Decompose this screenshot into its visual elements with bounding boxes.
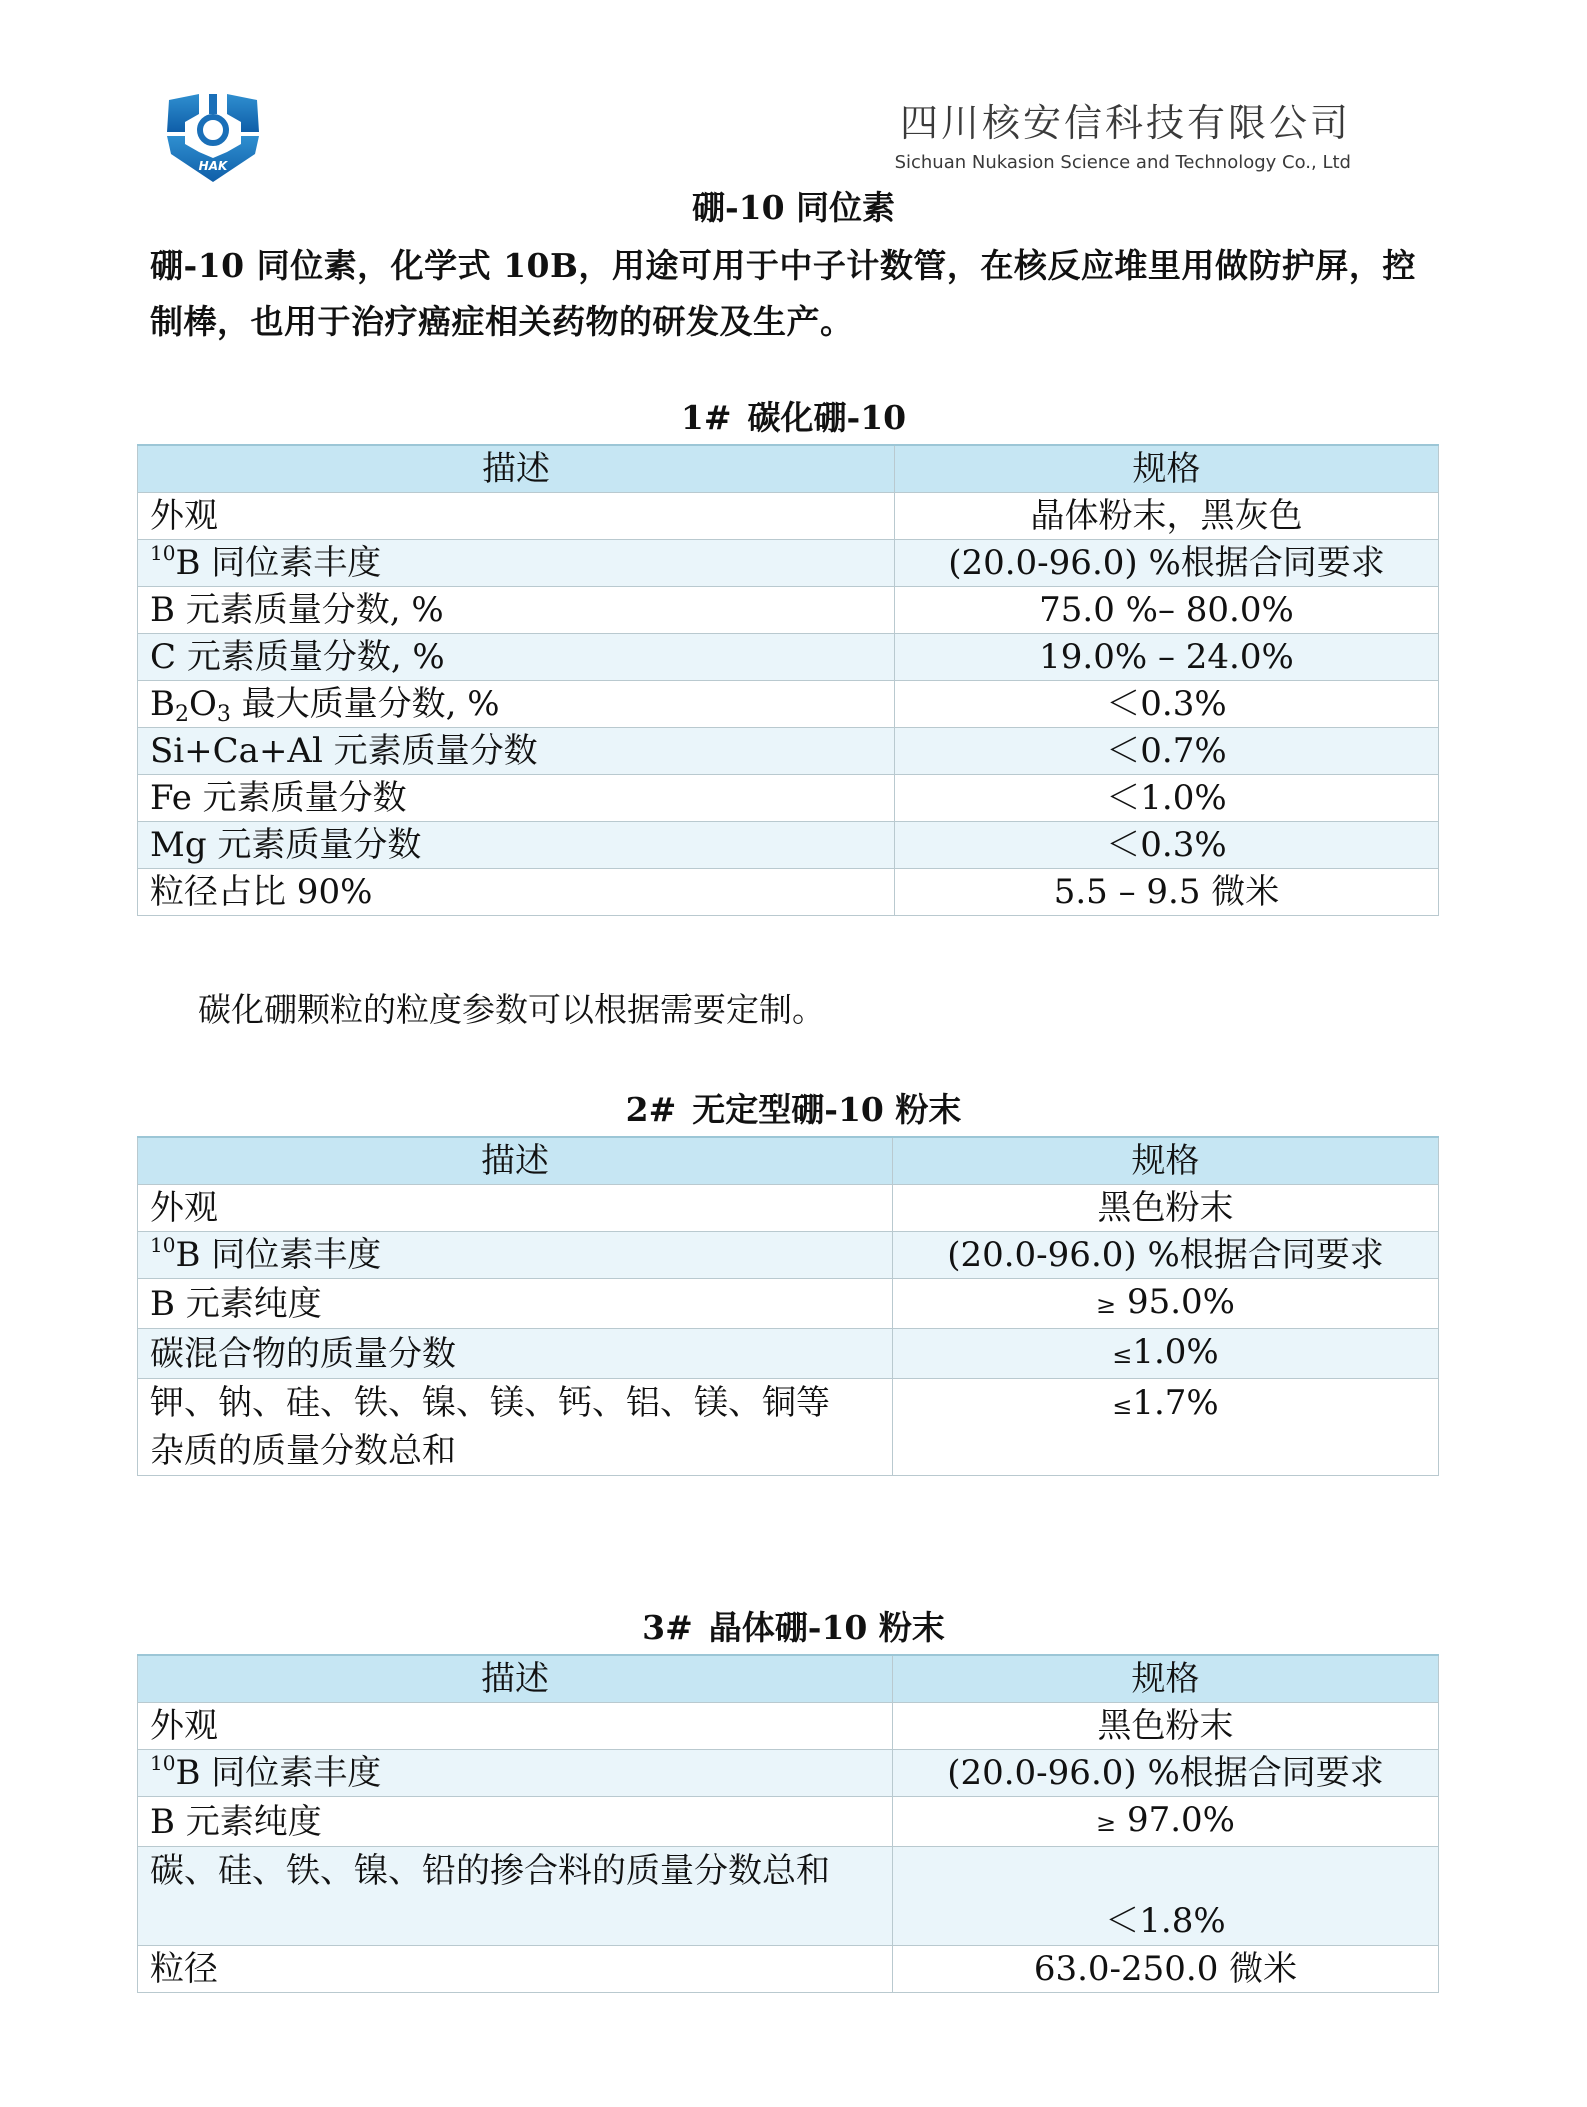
row-desc: 粒径	[138, 1946, 893, 1993]
row-desc: $^{10}$B 同位素丰度	[138, 1232, 893, 1279]
table-row	[138, 1847, 1439, 1946]
row-desc: B 元素纯度	[138, 1279, 893, 1329]
table-row	[138, 1279, 1439, 1329]
row-desc: Fe 元素质量分数	[138, 775, 895, 822]
table-row	[138, 634, 1439, 681]
table-row	[138, 1750, 1439, 1797]
row-spec: ≥ 97.0%	[893, 1797, 1439, 1847]
section-name: 碳化硼-10	[747, 398, 907, 437]
section-number: 2#	[625, 1090, 677, 1129]
logo-text: HAK	[198, 159, 228, 173]
table-row	[138, 1703, 1439, 1750]
table-row	[138, 1232, 1439, 1279]
row-spec: 黑色粉末	[893, 1185, 1439, 1232]
document-title: 硼-10 同位素	[691, 188, 896, 227]
section-1-note: 碳化硼颗粒的粒度参数可以根据需要定制。	[198, 990, 825, 1029]
table-row	[138, 775, 1439, 822]
table-header-row	[138, 1655, 1439, 1703]
row-desc: B 元素质量分数, %	[138, 587, 895, 634]
table-row	[138, 1797, 1439, 1847]
intro-paragraph: 硼-10 同位素，化学式 10B，用途可用于中子计数管，在核反应堆里用做防护屏，控制棒，也用于治疗癌症相关药物的研发及生产。	[150, 246, 1416, 341]
table-row	[138, 869, 1439, 916]
row-spec: 19.0% – 24.0%	[895, 634, 1439, 681]
row-spec: (20.0-96.0) %根据合同要求	[893, 1232, 1439, 1279]
section-name: 晶体硼-10 粉末	[708, 1608, 945, 1647]
row-desc: 碳、硅、铁、镍、铅的掺合料的质量分数总和	[138, 1847, 893, 1946]
company-name-block	[895, 100, 1351, 176]
superscript: 10	[150, 541, 176, 565]
row-spec: ≥ 95.0%	[893, 1279, 1439, 1329]
column-header-spec: 规格	[895, 445, 1439, 493]
row-spec: ≤1.0%	[893, 1329, 1439, 1379]
spec-table-2	[137, 1136, 1439, 1476]
column-header-desc: 描述	[138, 1655, 893, 1703]
spec-table-3	[137, 1654, 1439, 1993]
table-header-row	[138, 445, 1439, 493]
row-spec: ＜0.7%	[895, 728, 1439, 775]
section-1-title	[0, 396, 1587, 440]
row-desc: 钾、钠、硅、铁、镍、镁、钙、铝、镁、铜等 杂质的质量分数总和	[138, 1379, 893, 1476]
superscript: 10	[150, 1751, 176, 1775]
row-desc: 碳混合物的质量分数	[138, 1329, 893, 1379]
section-2-title	[0, 1088, 1587, 1132]
column-header-spec: 规格	[893, 1655, 1439, 1703]
table-header-row	[138, 1137, 1439, 1185]
row-desc: Si+Ca+Al 元素质量分数	[138, 728, 895, 775]
table-row	[138, 1185, 1439, 1232]
row-desc: 外观	[138, 493, 895, 540]
column-header-spec: 规格	[893, 1137, 1439, 1185]
row-desc: C 元素质量分数, %	[138, 634, 895, 681]
row-spec: 黑色粉末	[893, 1703, 1439, 1750]
company-logo-icon	[163, 92, 263, 184]
row-spec: ＜1.8%	[893, 1847, 1439, 1946]
company-name-en: Sichuan Nukasion Science and Technology Co., Ltd	[894, 152, 1351, 173]
row-spec: (20.0-96.0) %根据合同要求	[895, 540, 1439, 587]
row-desc: $B_2O_3$ 最大质量分数, %	[138, 681, 895, 728]
row-spec: ＜1.0%	[895, 775, 1439, 822]
table-row	[138, 540, 1439, 587]
row-desc: Mg 元素质量分数	[138, 822, 895, 869]
section-3-title	[0, 1606, 1587, 1650]
company-name-cn: 四川核安信科技有限公司	[899, 101, 1351, 145]
row-spec: 晶体粉末，黑灰色	[895, 493, 1439, 540]
spec-table-1	[137, 444, 1439, 916]
table-row	[138, 728, 1439, 775]
row-spec: (20.0-96.0) %根据合同要求	[893, 1750, 1439, 1797]
row-spec: ＜0.3%	[895, 822, 1439, 869]
table-row	[138, 681, 1439, 728]
section-name: 无定型硼-10 粉末	[692, 1090, 962, 1129]
table-row	[138, 1379, 1439, 1476]
row-desc: $^{10}$B 同位素丰度	[138, 540, 895, 587]
row-spec: 63.0-250.0 微米	[893, 1946, 1439, 1993]
row-spec: 75.0 %– 80.0%	[895, 587, 1439, 634]
section-number: 3#	[642, 1608, 693, 1647]
section-number: 1#	[680, 398, 732, 437]
row-desc: 外观	[138, 1185, 893, 1232]
row-desc: 外观	[138, 1703, 893, 1750]
row-spec: ＜0.3%	[895, 681, 1439, 728]
row-desc: B 元素纯度	[138, 1797, 893, 1847]
row-spec: ≤1.7%	[893, 1379, 1439, 1476]
column-header-desc: 描述	[138, 1137, 893, 1185]
row-desc: $^{10}$B 同位素丰度	[138, 1750, 893, 1797]
row-desc: 粒径占比 90%	[138, 869, 895, 916]
column-header-desc: 描述	[138, 445, 895, 493]
table-row	[138, 1946, 1439, 1993]
table-row	[138, 1329, 1439, 1379]
table-row	[138, 822, 1439, 869]
row-spec: 5.5 – 9.5 微米	[895, 869, 1439, 916]
table-row	[138, 493, 1439, 540]
table-row	[138, 587, 1439, 634]
superscript: 10	[150, 1233, 176, 1257]
